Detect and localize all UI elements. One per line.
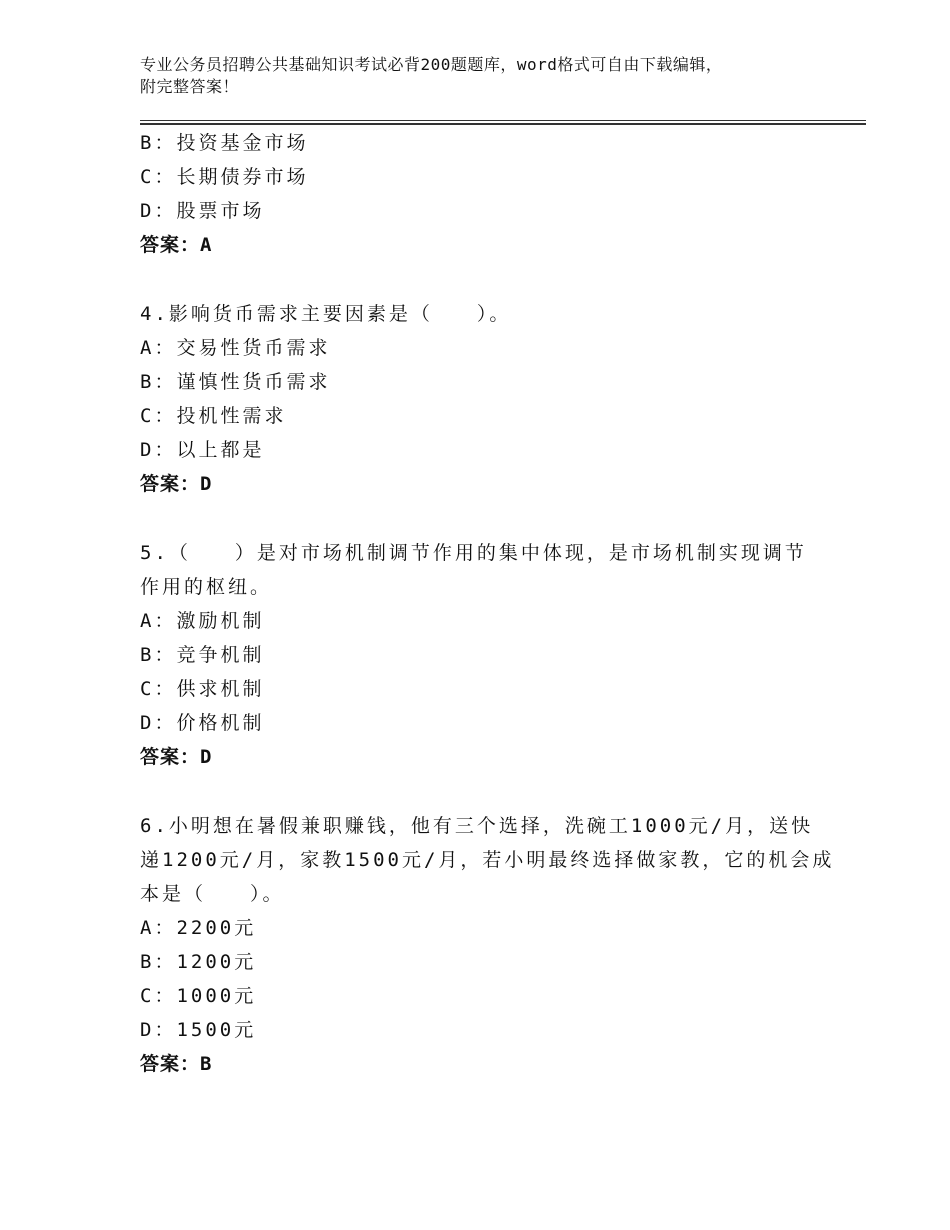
answer-label: 答案：A <box>140 234 213 256</box>
question-text-line-1: 5.（ ）是对市场机制调节作用的集中体现，是市场机制实现调节 <box>140 542 807 564</box>
question-text-line-2: 递1200元/月，家教1500元/月，若小明最终选择做家教，它的机会成 <box>140 849 835 871</box>
option-a: A：交易性货币需求 <box>140 337 331 359</box>
option-b: B：投资基金市场 <box>140 132 309 154</box>
answer-label: 答案：D <box>140 746 213 768</box>
question-6 <box>140 809 835 1081</box>
option-d: D：股票市场 <box>140 200 265 222</box>
question-text-line-1: 6.小明想在暑假兼职赚钱，他有三个选择，洗碗工1000元/月，送快 <box>140 815 814 837</box>
header-line-1: 专业公务员招聘公共基础知识考试必背200题题库，word格式可自由下载编辑， <box>140 55 723 74</box>
question-3-partial <box>140 126 830 262</box>
question-5 <box>140 536 830 774</box>
document-body <box>140 126 835 1081</box>
spacer <box>140 774 830 809</box>
option-b: B：谨慎性货币需求 <box>140 371 331 393</box>
option-c: C：投机性需求 <box>140 405 287 427</box>
question-4 <box>140 297 830 501</box>
option-b: B：1200元 <box>140 951 257 973</box>
header-divider <box>140 120 866 125</box>
question-text-line-2: 作用的枢纽。 <box>140 576 273 598</box>
option-d: D：价格机制 <box>140 712 265 734</box>
spacer <box>140 262 830 297</box>
question-text-line-3: 本是（ ）。 <box>140 883 285 905</box>
option-c: C：长期债券市场 <box>140 166 309 188</box>
answer-label: 答案：B <box>140 1053 213 1075</box>
answer-label: 答案：D <box>140 473 213 495</box>
question-text: 4.影响货币需求主要因素是（ ）。 <box>140 303 512 325</box>
option-c: C：供求机制 <box>140 678 265 700</box>
option-b: B：竞争机制 <box>140 644 265 666</box>
option-a: A：2200元 <box>140 917 257 939</box>
option-c: C：1000元 <box>140 985 257 1007</box>
page-header <box>140 54 840 98</box>
spacer <box>140 501 830 536</box>
option-d: D：1500元 <box>140 1019 257 1041</box>
option-a: A：激励机制 <box>140 610 265 632</box>
header-line-2: 附完整答案！ <box>140 77 240 96</box>
option-d: D：以上都是 <box>140 439 265 461</box>
